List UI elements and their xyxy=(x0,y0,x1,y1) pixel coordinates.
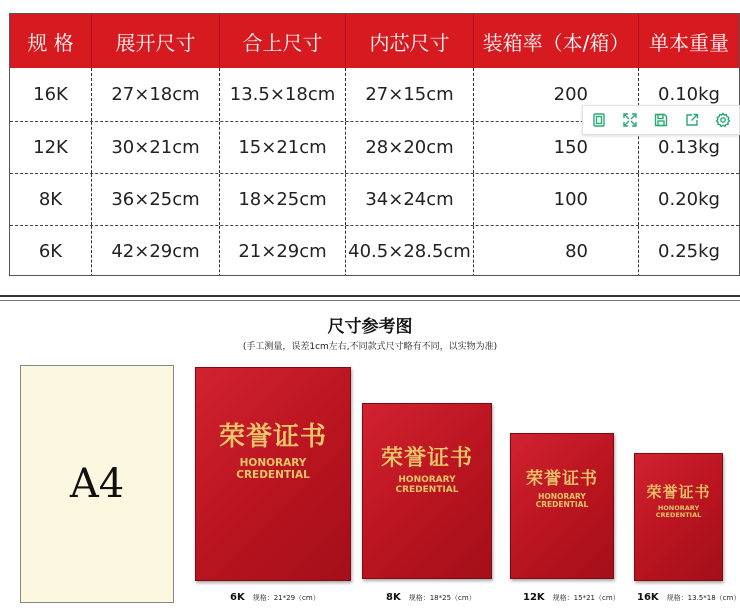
header-inner-size: 内芯尺寸 xyxy=(346,14,474,68)
certificate-title-en-line1: HONORARY xyxy=(657,504,700,512)
spec-table xyxy=(9,13,740,276)
fullscreen-button[interactable] xyxy=(619,109,641,131)
settings-icon xyxy=(715,112,731,128)
share-button[interactable] xyxy=(681,109,703,131)
caption-size: 12K xyxy=(523,592,545,603)
certificate-title-en xyxy=(236,458,310,481)
certificate-title-en-line2: CREDENTIAL xyxy=(395,484,459,495)
cell-inner-size: 27×15cm xyxy=(346,68,474,121)
copy-button[interactable] xyxy=(588,109,610,131)
cell-unit-weight: 0.13kg xyxy=(658,137,720,158)
certificate-title-en xyxy=(536,493,589,510)
cell-unit-weight: 0.10kg xyxy=(658,84,720,105)
divider xyxy=(0,300,740,301)
save-icon xyxy=(653,112,669,128)
certificate-title-en-line2: CREDENTIAL xyxy=(655,511,702,520)
table-row xyxy=(10,225,739,276)
header-packing-rate: 装箱率（本/箱） xyxy=(474,14,639,68)
cell-spec: 6K xyxy=(10,226,92,276)
share-icon xyxy=(684,112,700,128)
certificate-6k xyxy=(195,367,351,581)
cell-closed-size: 18×25cm xyxy=(220,174,346,225)
certificate-title-en-line1: HONORARY xyxy=(398,475,456,485)
table-body xyxy=(10,68,739,276)
certificate-title-zh: 荣誉证书 xyxy=(646,483,711,501)
cell-spec: 12K xyxy=(10,122,92,173)
certificate-title-en-line2: CREDENTIAL xyxy=(535,500,589,510)
header-unit-weight: 单本重量 xyxy=(649,30,729,55)
certificate-8k xyxy=(362,403,492,579)
cell-spec: 8K xyxy=(10,174,92,225)
copy-icon xyxy=(591,112,607,128)
divider xyxy=(0,295,740,297)
cell-open-size: 30×21cm xyxy=(92,122,220,173)
certificate-title-zh: 荣誉证书 xyxy=(380,445,473,471)
caption-size: 8K xyxy=(386,592,401,603)
cell-packing-rate: 80 xyxy=(474,226,639,276)
caption-8k xyxy=(386,592,476,603)
image-toolbar xyxy=(582,105,740,135)
certificate-title-zh: 荣誉证书 xyxy=(526,469,598,489)
cell-packing-rate: 150 xyxy=(474,122,639,173)
save-button[interactable] xyxy=(650,109,672,131)
caption-spec: 规格：15*21（cm） xyxy=(552,594,620,602)
cell-inner-size: 40.5×28.5cm xyxy=(346,226,474,276)
caption-size: 6K xyxy=(230,592,245,603)
table-row xyxy=(10,173,739,225)
header-spec: 规 格 xyxy=(10,14,92,68)
caption-6k xyxy=(230,592,320,603)
caption-12k xyxy=(523,592,620,603)
certificate-title-en xyxy=(395,476,458,496)
cell-closed-size: 15×21cm xyxy=(220,122,346,173)
settings-button[interactable] xyxy=(712,109,734,131)
header-closed-size: 合上尺寸 xyxy=(220,14,346,68)
header-open-size: 展开尺寸 xyxy=(92,14,220,68)
certificate-title-en-line2: CREDENTIAL xyxy=(236,468,310,481)
cell-closed-size: 21×29cm xyxy=(220,226,346,276)
cell-inner-size: 34×24cm xyxy=(346,174,474,225)
cell-unit-weight: 0.25kg xyxy=(658,241,720,262)
cell-closed-size: 13.5×18cm xyxy=(220,68,346,121)
certificate-title-en-line1: HONORARY xyxy=(239,457,307,469)
caption-16k xyxy=(637,592,740,603)
cell-packing-rate: 200 xyxy=(474,68,639,121)
cell-spec: 16K xyxy=(10,68,92,121)
cell-unit-weight: 0.20kg xyxy=(658,189,720,210)
certificate-12k xyxy=(510,433,614,579)
fullscreen-icon xyxy=(622,112,638,128)
certificate-title-zh: 荣誉证书 xyxy=(218,422,327,452)
cell-inner-size: 28×20cm xyxy=(346,122,474,173)
certificate-title-en xyxy=(656,505,702,519)
certificate-16k xyxy=(634,453,723,581)
caption-spec: 规格：21*29（cm） xyxy=(252,594,320,602)
cell-open-size: 27×18cm xyxy=(92,68,220,121)
table-header-row xyxy=(10,14,739,68)
cell-open-size: 42×29cm xyxy=(92,226,220,276)
caption-spec: 规格：18*25（cm） xyxy=(408,594,476,602)
certificate-title-en-line1: HONORARY xyxy=(538,492,586,501)
caption-spec: 规格：13.5*18（cm） xyxy=(666,594,740,602)
cell-open-size: 36×25cm xyxy=(92,174,220,225)
a4-paper xyxy=(20,365,174,603)
reference-note: (手工测量，误差1cm左右,不同款式尺寸略有不同，以实物为准) xyxy=(242,342,498,352)
a4-label: A4 xyxy=(69,461,125,507)
caption-size: 16K xyxy=(637,592,659,603)
reference-title: 尺寸参考图 xyxy=(327,317,413,337)
cell-packing-rate: 100 xyxy=(474,174,639,225)
